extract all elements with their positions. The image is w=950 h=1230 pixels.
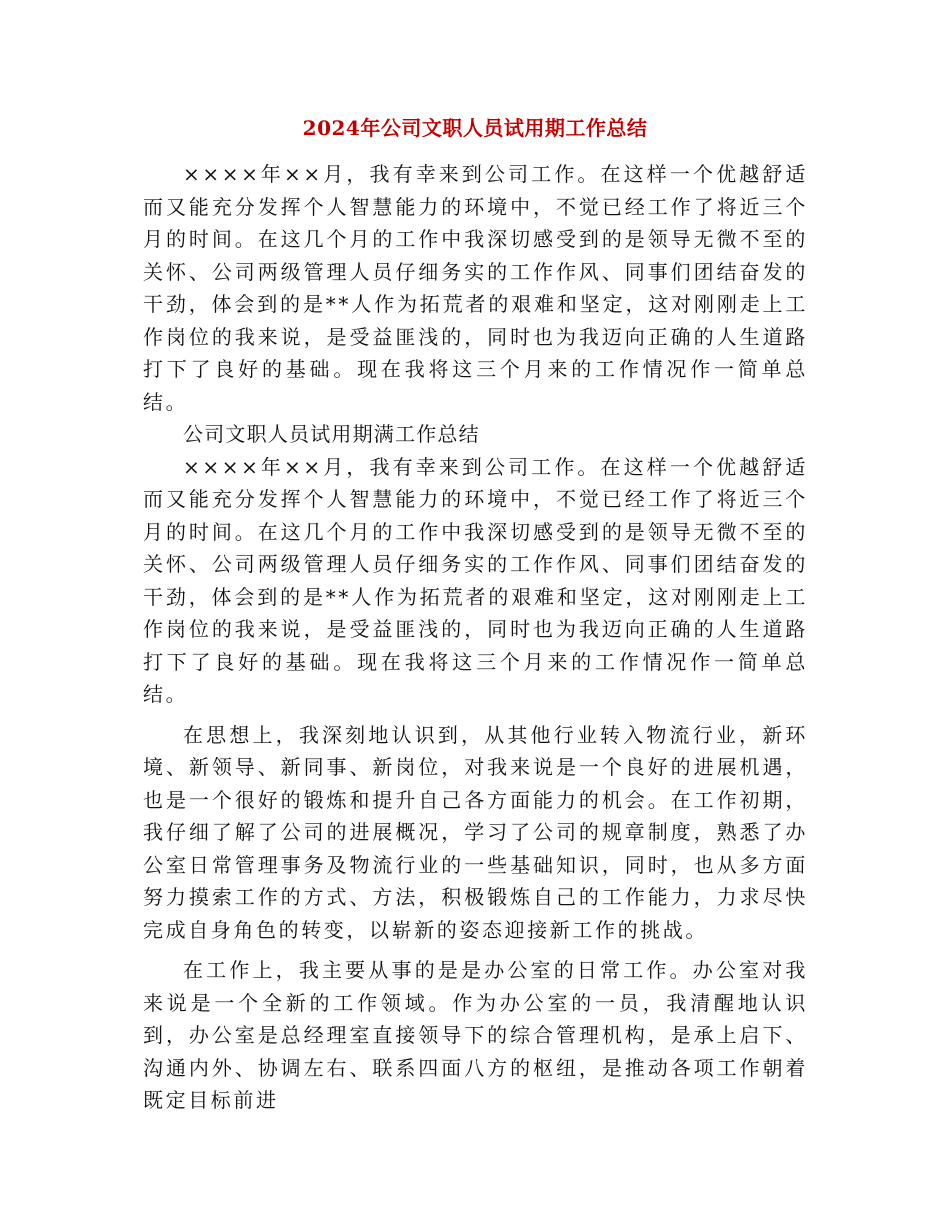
paragraph-thought: 在思想上，我深刻地认识到，从其他行业转入物流行业，新环境、新领导、新同事、新岗位，对我来说是一个良好的进展机遇，也是一个很好的锻炼和提升自己各方面能力的机会。在工作初期，我仔细了解了公司的进展概况，学习了公司的规章制度，熟悉了办公室日常管理事务及物流行业的一些基础知识，同时，也从多方面努力摸索工作的方式、方法，积极锻炼自己的工作能力，力求尽快完成自身角色的转变，以崭新的姿态迎接新工作的挑战。 xyxy=(143,722,808,942)
document-body xyxy=(143,158,808,1117)
paragraph-work: 在工作上，我主要从事的是是办公室的日常工作。办公室对我来说是一个全新的工作领域。作为办公室的一员，我清醒地认识到，办公室是总经理室直接领导下的综合管理机构，是承上启下、沟通内外、协调左右、联系四面八方的枢纽，是推动各项工作朝着既定目标前进 xyxy=(143,958,808,1112)
paragraph-intro-repeat: ××××年××月，我有幸来到公司工作。在这样一个优越舒适而又能充分发挥个人智慧能力的环境中，不觉已经工作了将近三个月的时间。在这几个月的工作中我深切感受到的是领导无微不至的关怀、公司两级管理人员仔细务实的工作作风、同事们团结奋发的干劲，体会到的是**人作为拓荒者的艰难和坚定，这对刚刚走上工作岗位的我来说，是受益匪浅的，同时也为我迈向正确的人生道路打下了良好的基础。现在我将这三个月来的工作情况作一简单总结。 xyxy=(143,454,808,706)
document-title: 2024年公司文职人员试用期工作总结 xyxy=(302,116,648,140)
paragraph-subheading: 公司文职人员试用期满工作总结 xyxy=(183,422,480,446)
paragraph-intro: ××××年××月，我有幸来到公司工作。在这样一个优越舒适而又能充分发挥个人智慧能力的环境中，不觉已经工作了将近三个月的时间。在这几个月的工作中我深切感受到的是领导无微不至的关怀、公司两级管理人员仔细务实的工作作风、同事们团结奋发的干劲，体会到的是**人作为拓荒者的艰难和坚定，这对刚刚走上工作岗位的我来说，是受益匪浅的，同时也为我迈向正确的人生道路打下了良好的基础。现在我将这三个月来的工作情况作一简单总结。 xyxy=(143,162,808,414)
